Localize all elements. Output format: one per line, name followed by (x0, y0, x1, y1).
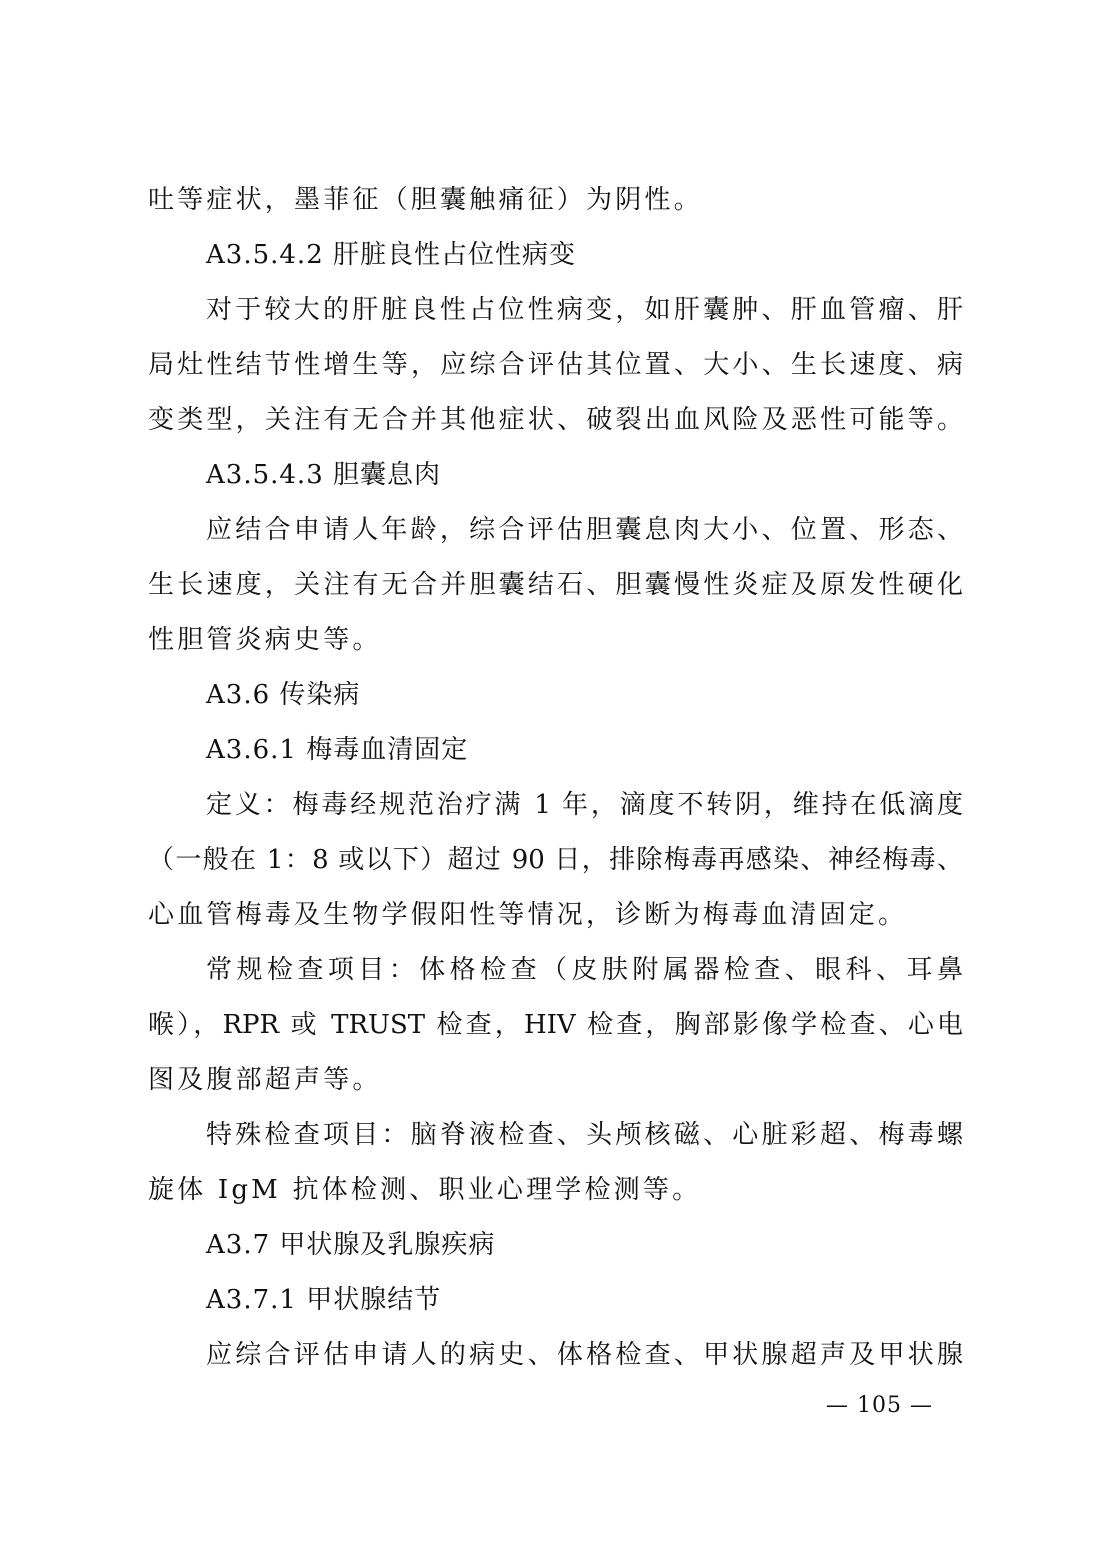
body-text-line-1: 吐等症状，墨菲征（胆囊触痛征）为阴性。 (148, 185, 703, 215)
body-text-line-5: 变类型，关注有无合并其他症状、破裂出血风险及恶性可能等。 (148, 405, 963, 435)
body-text-line-22: 应综合评估申请人的病史、体格检查、甲状腺超声及甲状腺 (206, 1340, 963, 1370)
body-text-line-13: （一般在 1：8 或以下）超过 90 日，排除梅毒再感染、神经梅毒、 (148, 845, 963, 875)
body-text-line-12: 定义：梅毒经规范治疗满 1 年，滴度不转阴，维持在低滴度 (206, 790, 963, 820)
body-text-line-16: 喉），RPR 或 TRUST 检查，HIV 检查，胸部影像学检查、心电 (148, 1010, 963, 1040)
body-text-line-15: 常规检查项目：体格检查（皮肤附属器检查、眼科、耳鼻 (206, 955, 963, 985)
section-heading-a3-7: A3.7 甲状腺及乳腺疾病 (206, 1230, 496, 1260)
section-heading-a3-6-1: A3.6.1 梅毒血清固定 (206, 735, 469, 765)
body-text-line-4: 局灶性结节性增生等，应综合评估其位置、大小、生长速度、病 (148, 350, 963, 380)
page-number: — 105 — (826, 1393, 933, 1418)
body-text-line-7: 应结合申请人年龄，综合评估胆囊息肉大小、位置、形态、 (206, 515, 963, 545)
section-heading-a3-5-4-3: A3.5.4.3 胆囊息肉 (206, 460, 442, 490)
body-text-line-19: 旋体 IgM 抗体检测、职业心理学检测等。 (148, 1175, 702, 1205)
section-heading-a3-7-1: A3.7.1 甲状腺结节 (206, 1285, 442, 1315)
body-text-line-17: 图及腹部超声等。 (148, 1065, 382, 1095)
body-text-line-3: 对于较大的肝脏良性占位性病变，如肝囊肿、肝血管瘤、肝 (206, 295, 963, 325)
body-text-line-18: 特殊检查项目：脑脊液检查、头颅核磁、心脏彩超、梅毒螺 (206, 1120, 963, 1150)
body-text-line-9: 性胆管炎病史等。 (148, 625, 382, 655)
section-heading-a3-6: A3.6 传染病 (206, 680, 361, 710)
body-text-line-8: 生长速度，关注有无合并胆囊结石、胆囊慢性炎症及原发性硬化 (148, 570, 963, 600)
body-text-line-14: 心血管梅毒及生物学假阳性等情况，诊断为梅毒血清固定。 (148, 900, 908, 930)
section-heading-a3-5-4-2: A3.5.4.2 肝脏良性占位性病变 (206, 240, 577, 270)
